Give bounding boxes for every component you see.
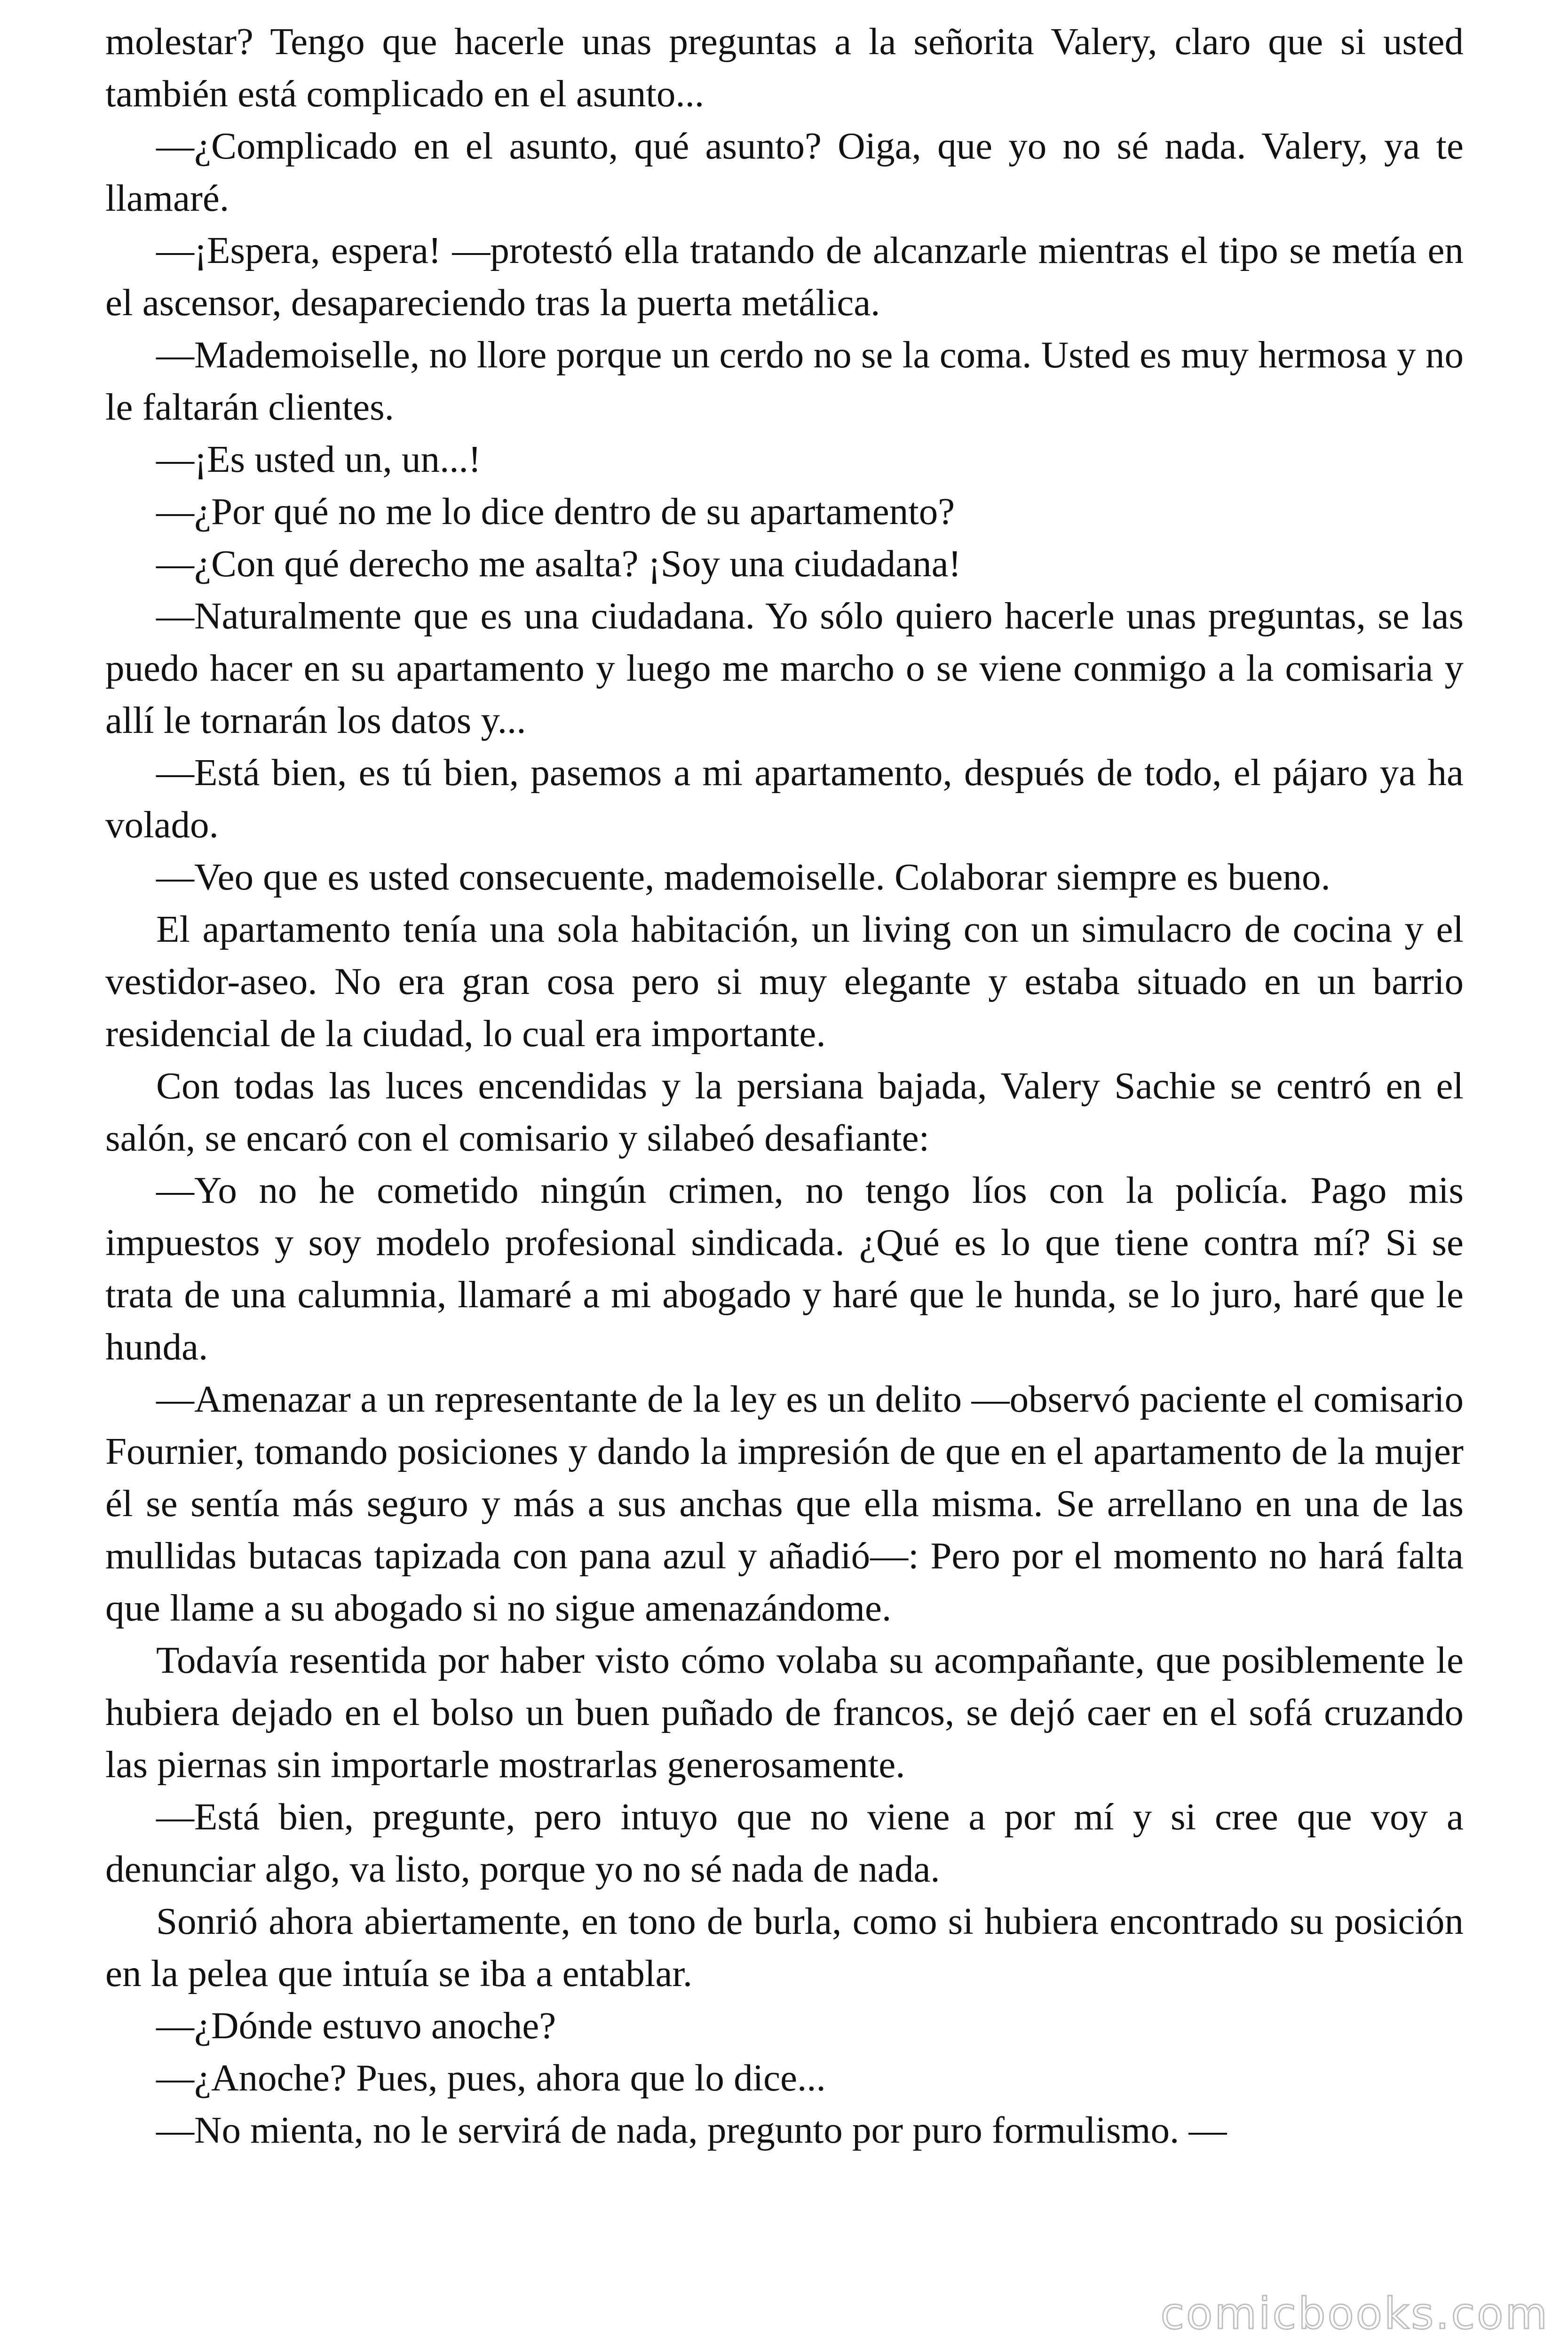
- text-column: [105, 16, 1464, 2156]
- paragraph-4: —Mademoiselle, no llore porque un cerdo no se la coma. Usted es muy hermosa y no le faltarán clientes.: [105, 334, 1464, 428]
- paragraph-1: molestar? Tengo que hacerle unas preguntas a la señorita Valery, claro que si usted también está complicado en el asunto...: [105, 20, 1464, 115]
- paragraph-3: —¡Espera, espera! —protestó ella tratando de alcanzarle mientras el tipo se metía en el ascensor, desapareciendo tras la puerta metálica.: [105, 229, 1464, 324]
- watermark: comicbooks.com: [1160, 2288, 1549, 2339]
- paragraph-13: —Yo no he cometido ningún crimen, no tengo líos con la policía. Pago mis impuestos y soy modelo profesional sindicada. ¿Qué es lo que tiene contra mí? Si se trata de una calumnia, llamaré a mi abogado y haré que le hunda, se lo juro, haré que le hunda.: [105, 1169, 1464, 1368]
- paragraph-2: —¿Complicado en el asunto, qué asunto? Oiga, que yo no sé nada. Valery, ya te llamaré.: [105, 125, 1464, 219]
- paragraph-16: —Está bien, pregunte, pero intuyo que no viene a por mí y si cree que voy a denunciar algo, va listo, porque yo no sé nada de nada.: [105, 1796, 1464, 1890]
- paragraph-15: Todavía resentida por haber visto cómo volaba su acompañante, que posiblemente le hubiera dejado en el bolso un buen puñado de francos, se dejó caer en el sofá cruzando las piernas sin importarle mostrarlas generosamente.: [105, 1639, 1464, 1786]
- paragraph-10: —Veo que es usted consecuente, mademoiselle. Colaborar siempre es bueno.: [156, 856, 1330, 898]
- paragraph-20: —No mienta, no le servirá de nada, pregunto por puro formulismo. —: [156, 2109, 1227, 2151]
- paragraph-18: —¿Dónde estuvo anoche?: [156, 2004, 556, 2047]
- paragraph-14: —Amenazar a un representante de la ley es un delito —observó paciente el comisario Fournier, tomando posiciones y dando la impresión de que en el apartamento de la mujer él se sentía más seguro y más a sus anchas que ella misma. Se arrellano en una de las mullidas butacas tapizada con pana azul y añadió—: Pero por el momento no hará falta que llame a su abogado si no sigue amenazándome.: [105, 1378, 1464, 1629]
- paragraph-5: —¡Es usted un, un...!: [156, 438, 481, 480]
- paragraph-11: El apartamento tenía una sola habitación, un living con un simulacro de cocina y el vestidor-aseo. No era gran cosa pero si muy elegante y estaba situado en un barrio residencial de la ciudad, lo cual era importante.: [105, 908, 1464, 1055]
- paragraph-12: Con todas las luces encendidas y la persiana bajada, Valery Sachie se centró en el salón, se encaró con el comisario y silabeó desafiante:: [105, 1065, 1464, 1159]
- paragraph-6: —¿Por qué no me lo dice dentro de su apartamento?: [156, 490, 955, 532]
- paragraph-9: —Está bien, es tú bien, pasemos a mi apartamento, después de todo, el pájaro ya ha volado.: [105, 751, 1464, 846]
- paragraph-19: —¿Anoche? Pues, pues, ahora que lo dice...: [156, 2057, 826, 2099]
- paragraph-17: Sonrió ahora abiertamente, en tono de burla, como si hubiera encontrado su posición en la pelea que intuía se iba a entablar.: [105, 1900, 1464, 1994]
- paragraph-7: —¿Con qué derecho me asalta? ¡Soy una ciudadana!: [156, 542, 961, 585]
- paragraph-8: —Naturalmente que es una ciudadana. Yo sólo quiero hacerle unas preguntas, se las puedo hacer en su apartamento y luego me marcho o se viene conmigo a la comisaria y allí le tornarán los datos y...: [105, 595, 1464, 741]
